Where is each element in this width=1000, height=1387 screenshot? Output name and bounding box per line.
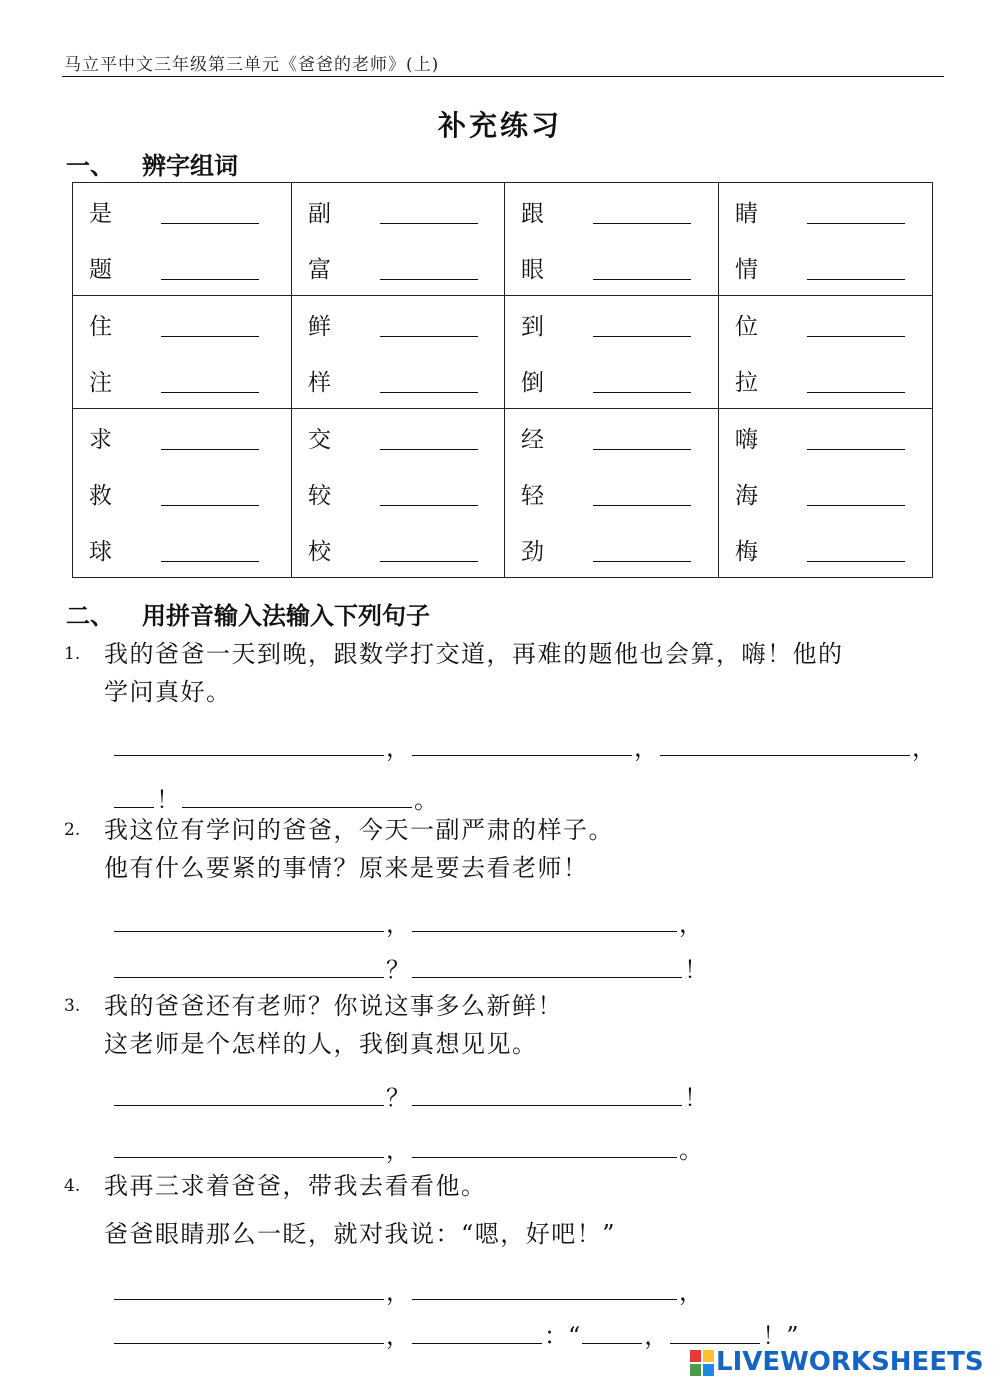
character-prompt: 到 <box>521 314 544 340</box>
word-pair-line <box>292 352 504 408</box>
answer-blank[interactable] <box>114 1343 384 1344</box>
answer-blank[interactable] <box>412 1299 677 1300</box>
character-prompt: 是 <box>89 201 112 227</box>
word-table-cell <box>719 409 933 578</box>
liveworksheets-grid-icon <box>690 1350 714 1376</box>
word-pair-line <box>719 352 932 408</box>
word-pair-line <box>292 239 504 295</box>
character-prompt: 倒 <box>521 370 544 396</box>
character-prompt: 劲 <box>521 539 544 565</box>
word-table-cell <box>505 183 719 296</box>
word-answer-blank[interactable] <box>807 561 905 562</box>
question-1-line-2: 学问真好。 <box>104 678 232 706</box>
word-pair-line <box>292 521 504 577</box>
character-prompt: 求 <box>89 427 112 453</box>
character-prompt: 轻 <box>521 483 544 509</box>
word-pair-line <box>505 409 718 465</box>
section-2-heading <box>66 596 430 631</box>
question-4-number: 4. <box>64 1176 81 1196</box>
character-prompt: 样 <box>308 370 331 396</box>
answer-blank[interactable] <box>114 1105 384 1106</box>
question-3-answer-line-1[interactable]: ？ ！ <box>112 1078 708 1113</box>
word-pair-line <box>719 239 932 295</box>
question-1-line-1: 我的爸爸一天到晚，跟数学打交道，再难的题他也会算，嗨！他的 <box>104 640 844 668</box>
word-pair-line <box>505 296 718 352</box>
question-1-answer-line-1[interactable]: ， ， ， <box>112 728 936 763</box>
word-answer-blank[interactable] <box>380 561 478 562</box>
page-header: 马立平中文三年级第三单元《爸爸的老师》(上) <box>64 55 440 75</box>
word-pair-line <box>73 465 291 521</box>
answer-blank[interactable] <box>412 755 632 756</box>
character-prompt: 校 <box>308 539 331 565</box>
character-prompt: 经 <box>521 427 544 453</box>
word-answer-blank[interactable] <box>807 336 905 337</box>
question-4-answer-line-2[interactable]: ， ：“ ， ！” <box>112 1316 799 1351</box>
word-pair-line <box>73 239 291 295</box>
section-2-number: 二、 <box>66 601 114 630</box>
word-table-row <box>73 183 933 296</box>
character-prompt: 鲜 <box>308 314 331 340</box>
word-pair-line <box>719 521 932 577</box>
word-answer-blank[interactable] <box>380 392 478 393</box>
character-prompt: 梅 <box>735 539 758 565</box>
word-answer-blank[interactable] <box>593 449 691 450</box>
word-answer-blank[interactable] <box>807 223 905 224</box>
character-prompt: 海 <box>735 483 758 509</box>
character-prompt: 情 <box>735 257 758 283</box>
word-answer-blank[interactable] <box>593 505 691 506</box>
word-table-cell <box>73 409 292 578</box>
word-pair-line <box>73 352 291 408</box>
question-3-line-2: 这老师是个怎样的人，我倒真想见见。 <box>104 1030 538 1058</box>
word-pair-line <box>73 409 291 465</box>
answer-blank[interactable] <box>412 1157 677 1158</box>
section-1-heading <box>66 146 238 181</box>
word-answer-blank[interactable] <box>161 561 259 562</box>
word-answer-blank[interactable] <box>161 336 259 337</box>
character-prompt: 注 <box>89 370 112 396</box>
word-answer-blank[interactable] <box>380 336 478 337</box>
word-pair-line <box>505 465 718 521</box>
answer-blank[interactable] <box>114 807 154 808</box>
word-table-row <box>73 409 933 578</box>
word-pair-line <box>505 352 718 408</box>
character-prompt: 睛 <box>735 201 758 227</box>
word-pair-line <box>719 409 932 465</box>
word-table-cell <box>505 409 719 578</box>
word-answer-blank[interactable] <box>593 561 691 562</box>
word-answer-blank[interactable] <box>807 279 905 280</box>
question-2-line-2: 他有什么要紧的事情？原来是要去看老师！ <box>104 854 589 882</box>
question-2-line-1: 我这位有学问的爸爸，今天一副严肃的样子。 <box>104 816 614 844</box>
question-1-number: 1. <box>64 644 81 664</box>
word-table-row <box>73 296 933 409</box>
word-table-cell <box>292 296 505 409</box>
word-answer-blank[interactable] <box>593 392 691 393</box>
word-answer-blank[interactable] <box>807 392 905 393</box>
answer-blank[interactable] <box>114 1299 384 1300</box>
character-prompt: 跟 <box>521 201 544 227</box>
word-pair-line <box>73 521 291 577</box>
answer-blank[interactable] <box>114 977 384 978</box>
word-pair-line <box>292 183 504 239</box>
answer-blank[interactable] <box>412 1105 682 1106</box>
word-pair-line <box>719 296 932 352</box>
answer-blank[interactable] <box>114 755 384 756</box>
word-answer-blank[interactable] <box>593 279 691 280</box>
section-1-number: 一、 <box>66 151 114 180</box>
character-prompt: 较 <box>308 483 331 509</box>
word-pair-line <box>73 183 291 239</box>
word-table <box>72 182 933 578</box>
word-answer-blank[interactable] <box>593 223 691 224</box>
character-prompt: 拉 <box>735 370 758 396</box>
question-4-line-2: 爸爸眼睛那么一眨，就对我说：“嗯，好吧！” <box>104 1220 617 1248</box>
word-table-cell <box>719 183 933 296</box>
question-3-answer-line-2[interactable]: ， 。 <box>112 1130 703 1165</box>
word-table-cell <box>73 183 292 296</box>
word-pair-line <box>719 465 932 521</box>
word-answer-blank[interactable] <box>380 223 478 224</box>
word-table-cell <box>73 296 292 409</box>
character-prompt: 眼 <box>521 257 544 283</box>
section-2-title: 用拼音输入法输入下列句子 <box>142 601 430 630</box>
word-answer-blank[interactable] <box>593 336 691 337</box>
character-prompt: 位 <box>735 314 758 340</box>
word-pair-line <box>73 296 291 352</box>
answer-blank[interactable] <box>660 755 910 756</box>
word-answer-blank[interactable] <box>380 505 478 506</box>
liveworksheets-logo-text: LIVEWORKSHEETS <box>716 1347 984 1377</box>
word-answer-blank[interactable] <box>380 449 478 450</box>
word-pair-line <box>292 296 504 352</box>
character-prompt: 副 <box>308 201 331 227</box>
question-2-answer-line-2[interactable]: ？ ！ <box>112 950 708 985</box>
word-answer-blank[interactable] <box>161 505 259 506</box>
word-answer-blank[interactable] <box>161 449 259 450</box>
word-pair-line <box>292 409 504 465</box>
page-title: 补充练习 <box>437 109 562 142</box>
question-2-number: 2. <box>64 820 81 840</box>
character-prompt: 嗨 <box>735 427 758 453</box>
answer-blank[interactable] <box>412 931 677 932</box>
answer-blank[interactable] <box>114 931 384 932</box>
answer-blank[interactable] <box>182 807 412 808</box>
word-answer-blank[interactable] <box>807 449 905 450</box>
word-answer-blank[interactable] <box>807 505 905 506</box>
word-pair-line <box>505 521 718 577</box>
character-prompt: 球 <box>89 539 112 565</box>
character-prompt: 住 <box>89 314 112 340</box>
question-1-answer-line-2[interactable]: ！ 。 <box>112 780 438 815</box>
question-3-number: 3. <box>64 996 81 1016</box>
answer-blank[interactable] <box>670 1343 760 1344</box>
answer-blank[interactable] <box>114 1157 384 1158</box>
question-4-line-1: 我再三求着爸爸，带我去看看他。 <box>104 1172 487 1200</box>
liveworksheets-logo <box>690 1348 990 1378</box>
answer-blank[interactable] <box>412 977 682 978</box>
header-rule <box>62 76 944 77</box>
word-pair-line <box>505 183 718 239</box>
answer-blank[interactable] <box>582 1343 642 1344</box>
word-answer-blank[interactable] <box>161 279 259 280</box>
question-2-answer-line-1[interactable]: ， ， <box>112 904 703 939</box>
character-prompt: 救 <box>89 483 112 509</box>
word-table-cell <box>505 296 719 409</box>
character-prompt: 交 <box>308 427 331 453</box>
question-4-answer-line-1[interactable]: ， ， <box>112 1272 703 1307</box>
answer-blank[interactable] <box>412 1343 542 1344</box>
character-prompt: 富 <box>308 257 331 283</box>
word-pair-line <box>292 465 504 521</box>
word-table-cell <box>719 296 933 409</box>
word-pair-line <box>505 239 718 295</box>
word-answer-blank[interactable] <box>161 223 259 224</box>
section-1-title: 辨字组词 <box>142 151 238 180</box>
word-pair-line <box>719 183 932 239</box>
character-prompt: 题 <box>89 257 112 283</box>
question-3-line-1: 我的爸爸还有老师？你说这事多么新鲜！ <box>104 992 563 1020</box>
word-table-cell <box>292 409 505 578</box>
word-table-cell <box>292 183 505 296</box>
word-answer-blank[interactable] <box>161 392 259 393</box>
word-answer-blank[interactable] <box>380 279 478 280</box>
